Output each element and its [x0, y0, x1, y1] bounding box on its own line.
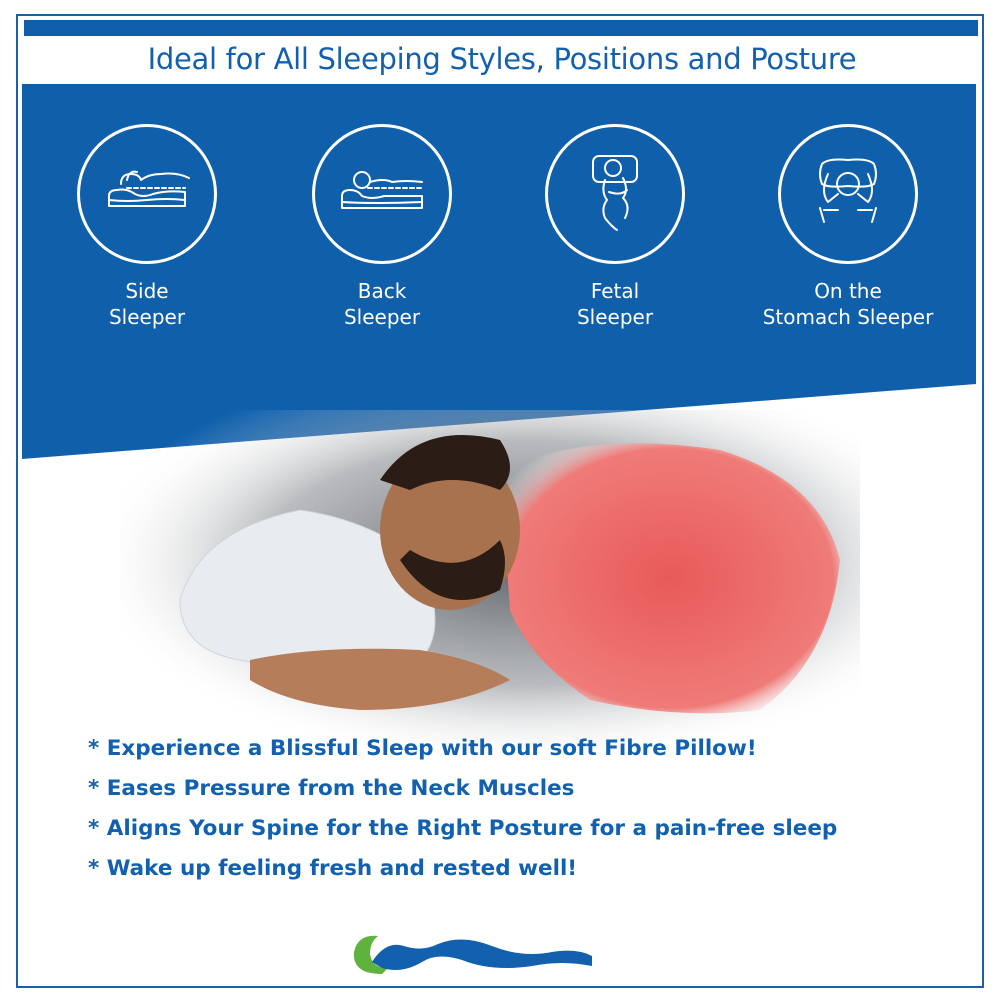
page-title: Ideal for All Sleeping Styles, Positions and Posture: [147, 42, 857, 76]
benefit-item: * Aligns Your Spine for the Right Posture for a pain-free sleep: [88, 816, 838, 841]
benefit-item: * Wake up feeling fresh and rested well!: [88, 856, 578, 881]
stomach-sleeper-icon: [778, 124, 918, 264]
style-item-stomach: [748, 124, 948, 330]
fetal-sleeper-icon: [545, 124, 685, 264]
style-item-side: [47, 124, 247, 330]
benefit-item: * Experience a Blissful Sleep with our soft Fibre Pillow!: [88, 736, 757, 761]
style-item-fetal: [515, 124, 715, 330]
benefit-item: * Eases Pressure from the Neck Muscles: [88, 776, 575, 801]
back-sleeper-icon: [312, 124, 452, 264]
style-item-back: [282, 124, 482, 330]
style-label-back: Back Sleeper: [343, 279, 421, 329]
top-accent-bar: [24, 20, 978, 36]
style-label-stomach: On the Stomach Sleeper: [762, 279, 934, 329]
style-label-side: Side Sleeper: [108, 279, 186, 329]
sleeping-man-photo: [120, 410, 860, 750]
side-sleeper-icon: [77, 124, 217, 264]
benefits-list: [88, 735, 908, 895]
brand-logo: [342, 922, 602, 982]
style-label-fetal: Fetal Sleeper: [576, 279, 654, 329]
